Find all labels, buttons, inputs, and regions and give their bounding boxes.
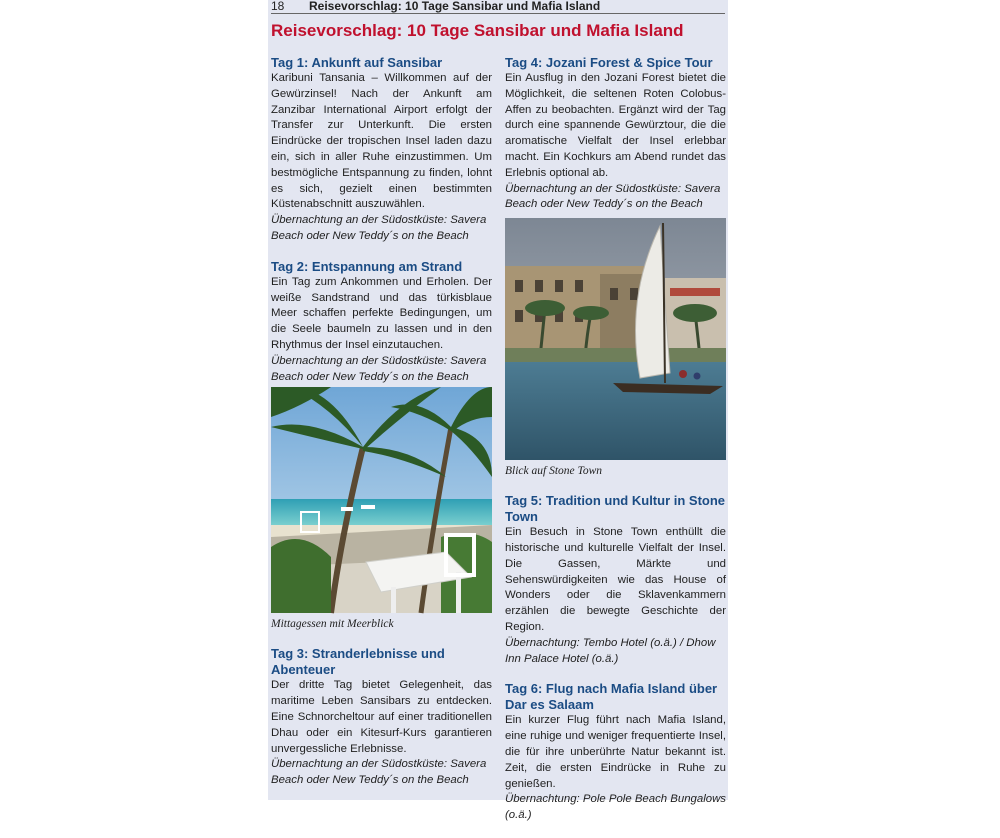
day-5-text: Ein Besuch in Stone Town enthüllt die historische und kulturelle Vielfalt der Insel. Die Gassen, Märkte und Sehenswürdigkeiten wie das House of Wonders oder die Sklavenkammern erzählen die bewegte Geschichte der Region.	[505, 526, 726, 633]
page-number: 18	[271, 0, 285, 13]
brochure-page	[268, 0, 728, 822]
day-2-text: Ein Tag zum Ankommen und Erholen. Der weiße Sandstrand und das türkisblaue Meer schaffen perfekte Bedingungen, um die Seele baumeln zu lassen und in den Rhythmus der Insel einzutauchen.	[271, 275, 492, 351]
day-3-stay: Übernachtung an der Südostküste: Savera Beach oder New Teddy´s on the Beach	[271, 758, 487, 787]
photo-lunch-caption: Mittagessen mit Meerblick	[271, 618, 394, 631]
beach-lunch-photo	[271, 387, 492, 613]
day-1-stay: Übernachtung an der Südostküste: Savera Beach oder New Teddy´s on the Beach	[271, 214, 487, 242]
photo-lunch-figure	[271, 387, 492, 632]
day-1-section	[271, 55, 492, 245]
day-6-text: Ein kurzer Flug führt nach Mafia Island, eine ruhige und weniger frequentierte Insel, die für ihre unberührte Natur bekannt ist. Zeit, die ersten Eindrücke in Ruhe zu genießen.	[505, 714, 726, 790]
running-header	[271, 0, 725, 14]
day-6-heading: Tag 6: Flug nach Mafia Island über Dar es Salaam	[505, 681, 718, 713]
day-4-text: Ein Ausflug in den Jozani Forest bietet die Möglichkeit, die seltenen Roten Colobus-Affen zu beobachten. Ergänzt wird der Tag durch eine spannende Gewürztour, die die aromatische Vielfalt der Insel erlebbar macht. Ein Kochkurs am Abend rundet das Erlebnis optional ab.	[505, 72, 726, 179]
running-title: Reisevorschlag: 10 Tage Sansibar und Mafia Island	[309, 0, 601, 13]
day-3-text: Der dritte Tag bietet Gelegenheit, das maritime Leben Sansibars zu entdecken. Eine Schnorcheltour auf einer traditionellen Dhau oder ein Kitesurf-Kurs garantieren unvergessliche Erlebnisse.	[271, 679, 492, 755]
day-6-section	[505, 681, 726, 824]
day-5-heading: Tag 5: Tradition und Kultur in Stone Town	[505, 493, 726, 525]
day-4-stay: Übernachtung an der Südostküste: Savera Beach oder New Teddy´s on the Beach	[505, 182, 721, 211]
day-5-stay: Übernachtung: Tembo Hotel (o.ä.) / Dhow Inn Palace Hotel (o.ä.)	[505, 636, 716, 665]
day-3-heading: Tag 3: Stranderlebnisse und Abenteuer	[271, 646, 445, 678]
left-column	[271, 55, 492, 803]
page-title: Reisevorschlag: 10 Tage Sansibar und Mafia Island	[271, 21, 684, 40]
day-6-stay: Übernachtung: Pole Pole Beach Bungalows (o.ä.)	[505, 793, 726, 822]
day-1-text: Karibuni Tansania – Willkommen auf der Gewürzinsel! Nach der Ankunft am Zanzibar International Airport erfolgt der Transfer zur Unterkunft. Die ersten Eindrücke der tropischen Insel laden dazu ein, sich in aller Ruhe einzustimmen. Um bestmögliche Entspannung zu finden, lohnt es sich, gezielt einen bestimmten Küstenabschnitt auszuwählen.	[271, 72, 492, 211]
photo-stonetown-figure	[505, 218, 726, 479]
day-2-heading: Tag 2: Entspannung am Strand	[271, 258, 463, 274]
day-4-heading: Tag 4: Jozani Forest & Spice Tour	[505, 55, 713, 70]
day-4-section	[505, 55, 726, 213]
right-column	[505, 55, 726, 838]
day-3-section	[271, 646, 492, 789]
day-2-stay: Übernachtung an der Südostküste: Savera Beach oder New Teddy´s on the Beach	[271, 354, 487, 383]
day-5-section	[505, 493, 726, 667]
photo-stonetown-caption: Blick auf Stone Town	[505, 465, 603, 478]
stone-town-photo	[505, 218, 726, 460]
day-1-heading: Tag 1: Ankunft auf Sansibar	[271, 55, 443, 70]
day-2-section	[271, 259, 492, 386]
